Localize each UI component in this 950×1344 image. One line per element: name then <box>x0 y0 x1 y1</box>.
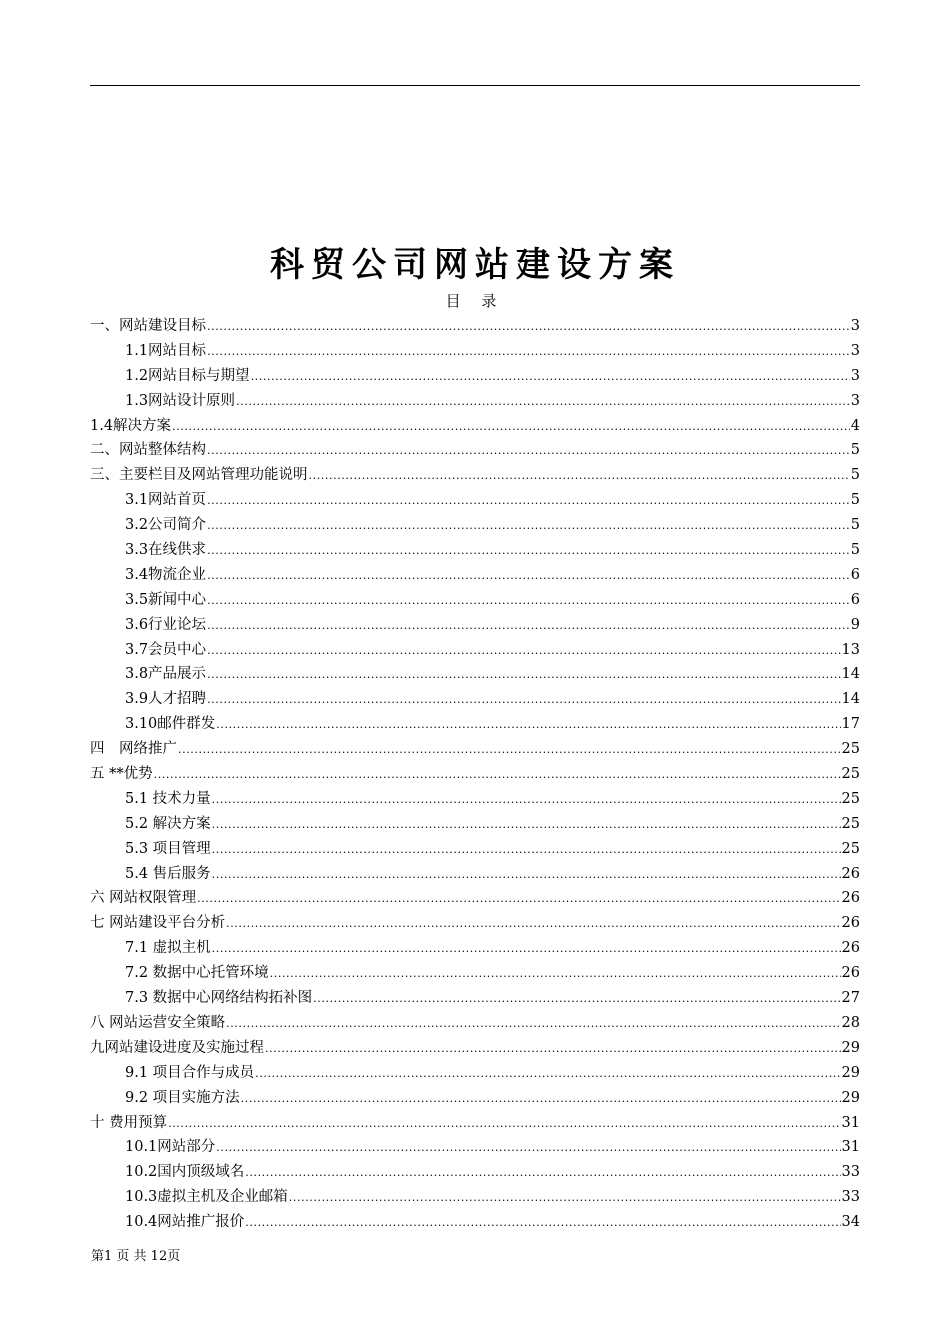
toc-dot-leader <box>172 415 850 440</box>
toc-entry[interactable] <box>90 911 860 936</box>
toc-entry[interactable] <box>90 687 860 712</box>
toc-entry[interactable] <box>90 364 860 389</box>
toc-entry-title: 10.2国内顶级域名 <box>125 1164 245 1181</box>
toc-page-number: 26 <box>841 965 860 982</box>
toc-dot-leader <box>207 663 840 688</box>
toc-page-number: 29 <box>841 1089 860 1106</box>
toc-dot-leader <box>241 1087 841 1112</box>
toc-entry-title: 10.4网站推广报价 <box>125 1214 245 1231</box>
toc-dot-leader <box>245 1161 840 1186</box>
toc-dot-leader <box>207 688 840 713</box>
toc-entry[interactable] <box>90 1135 860 1160</box>
header-rule <box>90 85 860 86</box>
toc-entry-title: 5.2 解决方案 <box>125 815 211 832</box>
toc-entry-title: 3.2公司简介 <box>125 517 207 534</box>
toc-page-number: 27 <box>841 990 860 1007</box>
toc-page-number: 3 <box>850 392 860 409</box>
toc-entry-title: 3.7会员中心 <box>125 641 207 658</box>
toc-page-number: 5 <box>850 492 860 509</box>
toc-entry[interactable] <box>90 961 860 986</box>
toc-page-number: 31 <box>841 1114 860 1131</box>
toc-entry[interactable] <box>90 1011 860 1036</box>
toc-entry[interactable] <box>90 588 860 613</box>
toc-page-number: 25 <box>841 815 860 832</box>
toc-entry-title: 10.3虚拟主机及企业邮箱 <box>125 1189 288 1206</box>
toc-dot-leader <box>178 738 841 763</box>
toc-page-number: 5 <box>850 442 860 459</box>
toc-entry[interactable] <box>90 737 860 762</box>
toc-page-number: 26 <box>841 865 860 882</box>
toc-page-number: 14 <box>841 666 860 683</box>
page-footer: 第1 页 共 12页 <box>91 1249 181 1264</box>
toc-dot-leader <box>207 589 850 614</box>
toc-dot-leader <box>309 464 850 489</box>
toc-page-number: 26 <box>841 890 860 907</box>
toc-entry[interactable] <box>90 314 860 339</box>
toc-entry[interactable] <box>90 463 860 488</box>
toc-dot-leader <box>212 863 841 888</box>
toc-page-number: 33 <box>841 1164 860 1181</box>
toc-entry[interactable] <box>90 1185 860 1210</box>
toc-entry[interactable] <box>90 886 860 911</box>
toc-dot-leader <box>207 489 850 514</box>
toc-dot-leader <box>197 887 840 912</box>
toc-dot-leader <box>154 763 841 788</box>
document-title: 科贸公司网站建设方案 <box>270 245 680 285</box>
toc-heading: 目 录 <box>445 292 505 310</box>
toc-entry-title: 10.1网站部分 <box>125 1139 216 1156</box>
toc-dot-leader <box>207 614 850 639</box>
toc-entry[interactable] <box>90 1160 860 1185</box>
toc-entry-title: 3.4物流企业 <box>125 566 207 583</box>
toc-entry[interactable] <box>90 438 860 463</box>
toc-page-number: 3 <box>850 367 860 384</box>
toc-entry-title: 八 网站运营安全策略 <box>90 1014 226 1031</box>
toc-entry-title: 1.4解决方案 <box>90 417 172 434</box>
table-of-contents <box>90 314 860 1235</box>
toc-page-number: 6 <box>850 566 860 583</box>
toc-dot-leader <box>289 1186 841 1211</box>
toc-entry[interactable] <box>90 936 860 961</box>
toc-entry[interactable] <box>90 762 860 787</box>
toc-dot-leader <box>255 1062 840 1087</box>
toc-page-number: 14 <box>841 691 860 708</box>
toc-page-number: 5 <box>850 542 860 559</box>
toc-page-number: 34 <box>841 1214 860 1231</box>
toc-entry-title: 1.1网站目标 <box>125 342 207 359</box>
toc-dot-leader <box>265 1037 841 1062</box>
toc-entry-title: 六 网站权限管理 <box>90 890 197 907</box>
toc-entry[interactable] <box>90 563 860 588</box>
toc-entry-title: 3.9人才招聘 <box>125 691 207 708</box>
toc-entry[interactable] <box>90 414 860 439</box>
toc-dot-leader <box>216 1136 840 1161</box>
toc-dot-leader <box>212 937 841 962</box>
toc-dot-leader <box>212 838 841 863</box>
toc-entry-title: 9.1 项目合作与成员 <box>125 1064 255 1081</box>
toc-entry[interactable] <box>90 389 860 414</box>
toc-page-number: 3 <box>850 342 860 359</box>
toc-dot-leader <box>216 713 840 738</box>
toc-entry[interactable] <box>90 538 860 563</box>
toc-dot-leader <box>236 390 850 415</box>
toc-page-number: 25 <box>841 766 860 783</box>
toc-dot-leader <box>168 1112 840 1137</box>
toc-entry-title: 7.2 数据中心托管环境 <box>125 965 269 982</box>
toc-entry-title: 3.10邮件群发 <box>125 716 216 733</box>
toc-dot-leader <box>207 439 850 464</box>
toc-entry[interactable] <box>90 986 860 1011</box>
toc-entry-title: 3.6行业论坛 <box>125 616 207 633</box>
toc-dot-leader <box>207 514 850 539</box>
toc-entry[interactable] <box>90 638 860 663</box>
toc-entry-title: 三、主要栏目及网站管理功能说明 <box>90 467 308 484</box>
toc-page-number: 33 <box>841 1189 860 1206</box>
toc-page-number: 29 <box>841 1064 860 1081</box>
toc-entry-title: 一、网站建设目标 <box>90 318 206 334</box>
toc-entry[interactable] <box>90 1061 860 1086</box>
toc-page-number: 25 <box>841 840 860 857</box>
toc-entry[interactable] <box>90 1111 860 1136</box>
toc-entry[interactable] <box>90 812 860 837</box>
toc-entry[interactable] <box>90 837 860 862</box>
toc-dot-leader <box>207 539 850 564</box>
toc-entry-title: 五 **优势 <box>90 766 153 783</box>
toc-entry-title: 1.3网站设计原则 <box>125 392 236 409</box>
toc-entry-title: 七 网站建设平台分析 <box>90 915 226 932</box>
toc-entry[interactable] <box>90 1210 860 1235</box>
toc-page-number: 5 <box>850 467 860 484</box>
toc-entry-title: 九网站建设进度及实施过程 <box>90 1039 264 1056</box>
toc-page-number: 4 <box>850 417 860 434</box>
toc-page-number: 9 <box>850 616 860 633</box>
toc-entry-title: 7.1 虚拟主机 <box>125 940 211 957</box>
toc-dot-leader <box>226 1012 840 1037</box>
toc-entry[interactable] <box>90 712 860 737</box>
toc-page-number: 25 <box>841 790 860 807</box>
toc-entry-title: 3.8产品展示 <box>125 666 207 683</box>
toc-dot-leader <box>313 987 840 1012</box>
toc-dot-leader <box>207 564 850 589</box>
toc-dot-leader <box>212 813 841 838</box>
toc-entry-title: 四 网络推广 <box>90 741 177 758</box>
toc-page-number: 29 <box>841 1039 860 1056</box>
toc-page-number: 26 <box>841 915 860 932</box>
toc-page-number: 3 <box>850 318 860 334</box>
toc-page-number: 25 <box>841 741 860 758</box>
toc-entry-title: 7.3 数据中心网络结构拓补图 <box>125 990 313 1007</box>
toc-dot-leader <box>207 315 850 340</box>
toc-page-number: 17 <box>841 716 860 733</box>
toc-entry[interactable] <box>90 339 860 364</box>
toc-entry[interactable] <box>90 1036 860 1061</box>
toc-dot-leader <box>207 340 850 365</box>
toc-entry[interactable] <box>90 613 860 638</box>
toc-dot-leader <box>207 639 840 664</box>
toc-entry-title: 5.4 售后服务 <box>125 865 211 882</box>
toc-dot-leader <box>251 365 850 390</box>
toc-page-number: 6 <box>850 591 860 608</box>
toc-page-number: 13 <box>841 641 860 658</box>
toc-entry[interactable] <box>90 513 860 538</box>
toc-entry-title: 十 费用预算 <box>90 1114 168 1131</box>
toc-entry[interactable] <box>90 1086 860 1111</box>
toc-entry-title: 3.5新闻中心 <box>125 591 207 608</box>
toc-entry-title: 9.2 项目实施方法 <box>125 1089 240 1106</box>
toc-page-number: 31 <box>841 1139 860 1156</box>
toc-entry-title: 3.3在线供求 <box>125 542 207 559</box>
toc-page-number: 26 <box>841 940 860 957</box>
toc-entry-title: 5.1 技术力量 <box>125 790 211 807</box>
toc-entry[interactable] <box>90 488 860 513</box>
toc-entry-title: 1.2网站目标与期望 <box>125 367 250 384</box>
toc-dot-leader <box>226 912 840 937</box>
toc-page-number: 5 <box>850 517 860 534</box>
toc-dot-leader <box>270 962 841 987</box>
toc-entry[interactable] <box>90 662 860 687</box>
toc-dot-leader <box>245 1211 840 1236</box>
toc-page-number: 28 <box>841 1014 860 1031</box>
toc-entry-title: 3.1网站首页 <box>125 492 207 509</box>
toc-dot-leader <box>212 788 841 813</box>
toc-entry[interactable] <box>90 862 860 887</box>
toc-entry-title: 5.3 项目管理 <box>125 840 211 857</box>
toc-entry[interactable] <box>90 787 860 812</box>
toc-entry-title: 二、网站整体结构 <box>90 442 206 459</box>
